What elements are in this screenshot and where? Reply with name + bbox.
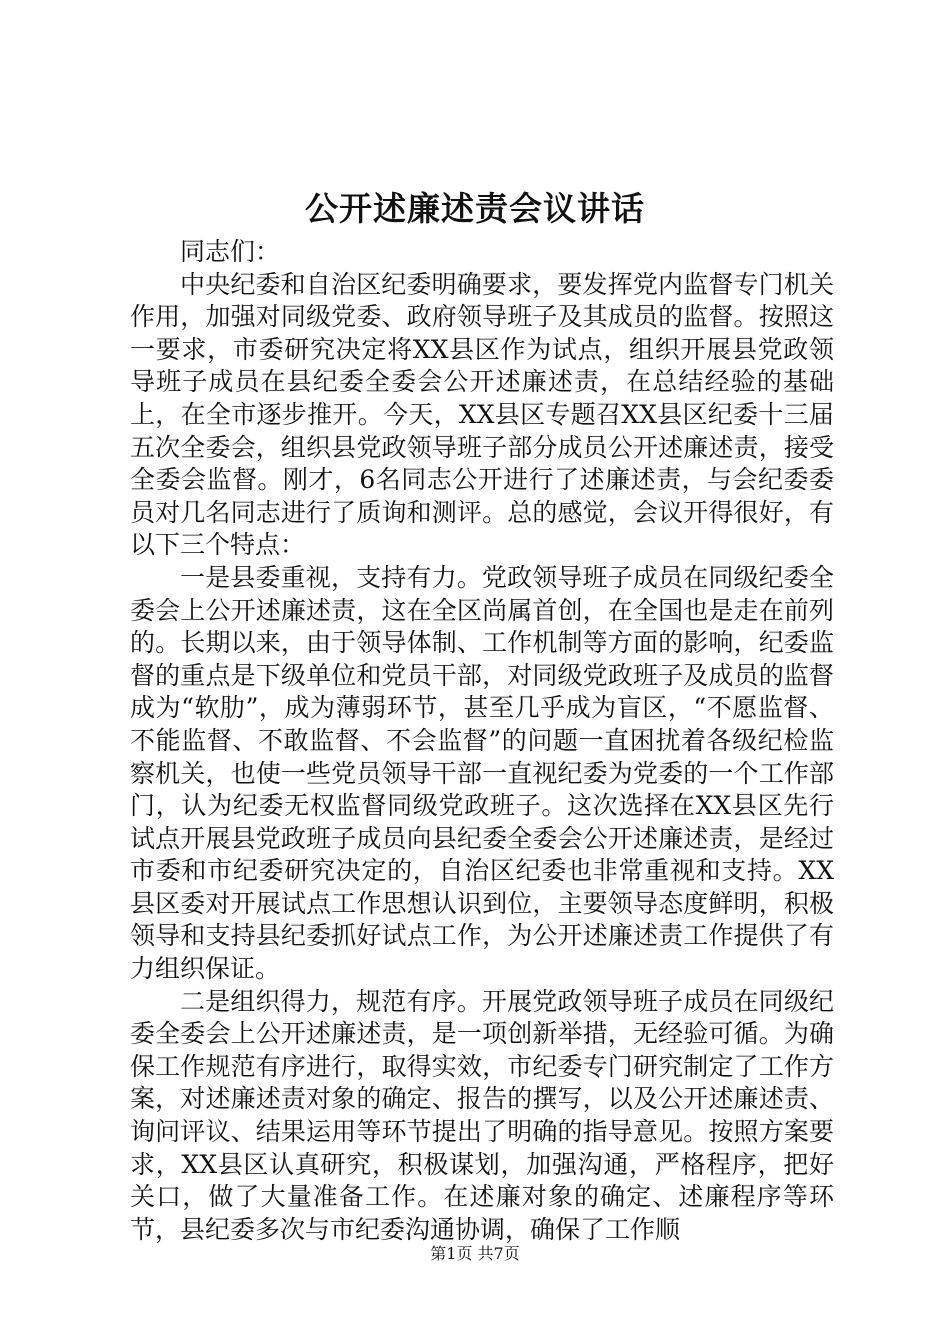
paragraph-intro: 中央纪委和自治区纪委明确要求，要发挥党内监督专门机关作用，加强对同级党委、政府领导班子及其成员的监督。按照这一要求，市委研究决定将XX县区作为试点，组织开展县党政领导班子成员在县纪委全委会公开述廉述责，在总结经验的基础上，在全市逐步推开。今天，XX县区专题召XX县区纪委十三届五次全委会，组织县党政领导班子部分成员公开述廉述责，接受全委会监督。刚才，6名同志公开进行了述廉述责，与会纪委委员对几名同志进行了质询和测评。总的感觉，会议开得很好，有以下三个特点： <box>130 269 834 560</box>
document-title: 公开述廉述责会议讲话 <box>305 189 645 228</box>
paragraph-point-one: 一是县委重视，支持有力。党政领导班子成员在同级纪委全委会上公开述廉述责，这在全区尚属首创，在全国也是走在前列的。长期以来，由于领导体制、工作机制等方面的影响，纪委监督的重点是下级单位和党员干部，对同级党政班子及成员的监督成为“软肋”，成为薄弱环节，甚至几乎成为盲区，“不愿监督、不能监督、不敢监督、不会监督”的问题一直困扰着各级纪检监察机关，也使一些党员领导干部一直视纪委为党委的一个工作部门，认为纪委无权监督同级党政班子。这次选择在XX县区先行试点开展县党政班子成员向县纪委全委会公开述廉述责，是经过市委和市纪委研究决定的，自治区纪委也非常重视和支持。XX县区委对开展试点工作思想认识到位，主要领导态度鲜明，积极领导和支持县纪委抓好试点工作，为公开述廉述责工作提供了有力组织保证。 <box>130 562 834 984</box>
paragraph-point-two: 二是组织得力，规范有序。开展党政领导班子成员在同级纪委全委会上公开述廉述责，是一项创新举措，无经验可循。为确保工作规范有序进行，取得实效，市纪委专门研究制定了工作方案，对述廉述责对象的确定、报告的撰写，以及公开述廉述责、询问评议、结果运用等环节提出了明确的指导意见。按照方案要求，XX县区认真研究，积极谋划，加强沟通，严格程序，把好关口，做了大量准备工作。在述廉对象的确定、述廉程序等环节，县纪委多次与市纪委沟通协调，确保了工作顺 <box>130 986 834 1244</box>
document-body <box>130 236 834 1246</box>
page-footer: 第1页 共7页 <box>430 1244 520 1263</box>
salutation: 同志们： <box>180 237 281 266</box>
